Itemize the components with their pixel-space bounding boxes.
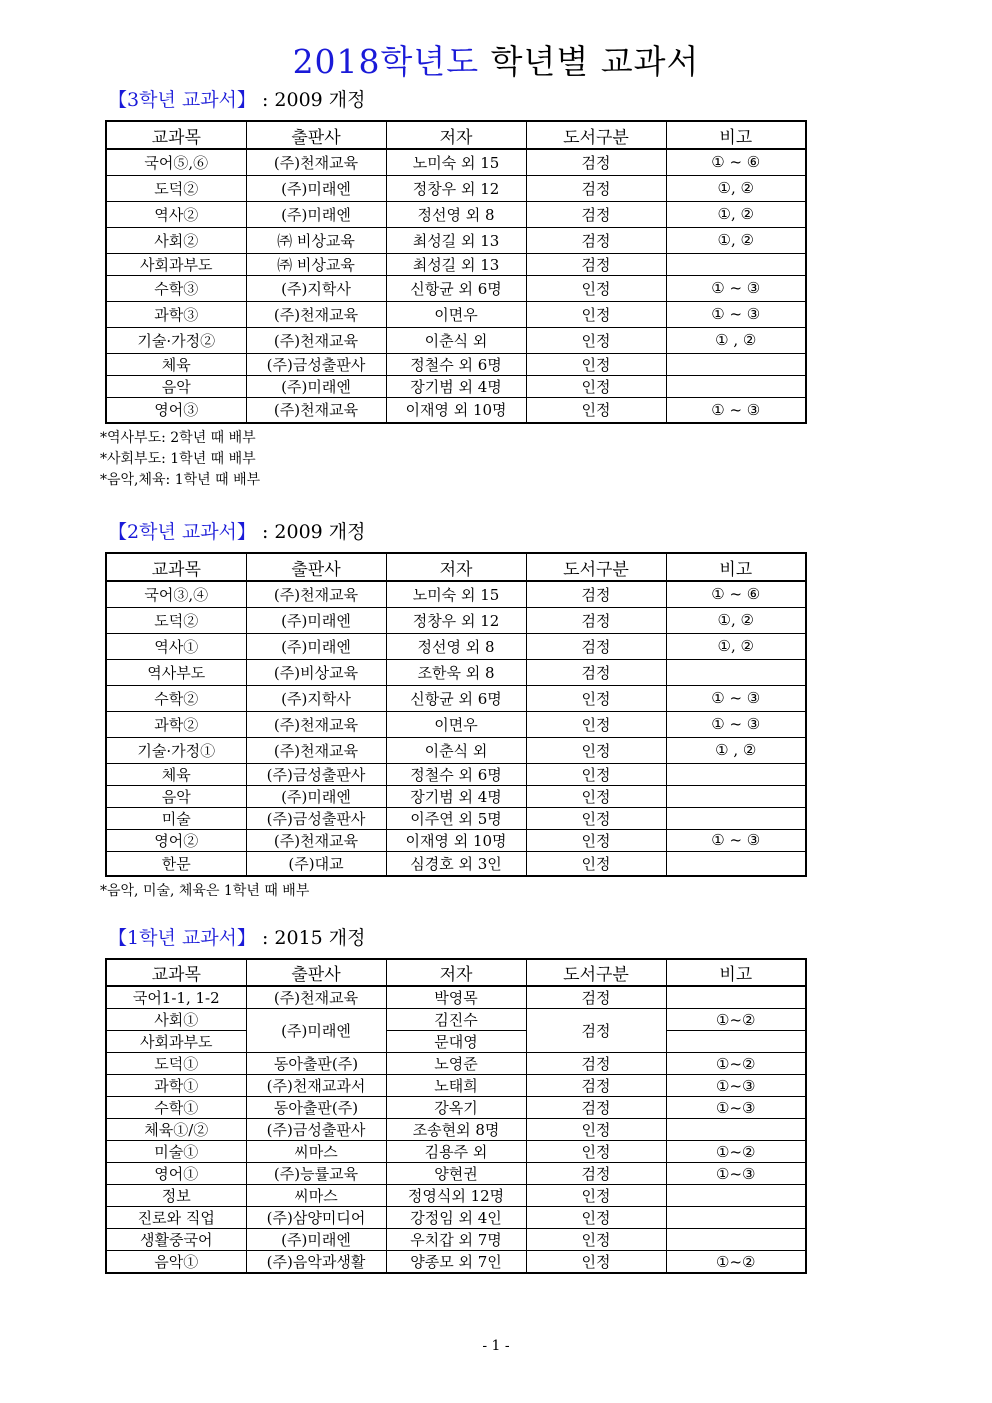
cell-publisher: (주)미래엔 xyxy=(246,633,386,659)
cell-publisher: (주)미래엔 xyxy=(246,375,386,397)
cell-publisher: (주)미래엔 xyxy=(246,607,386,633)
page-title-text: 학년별 교과서 xyxy=(479,42,700,81)
cell-type: 인정 xyxy=(526,375,666,397)
cell-remarks: ①, ② xyxy=(666,201,806,227)
cell-type: 인정 xyxy=(526,711,666,737)
cell-type: 인정 xyxy=(526,327,666,353)
cell-type: 검정 xyxy=(526,986,666,1009)
table-row xyxy=(106,253,806,275)
cell-subject: 음악① xyxy=(106,1251,246,1274)
cell-author: 장기범 외 4명 xyxy=(386,785,526,807)
table-row xyxy=(106,829,806,851)
section-heading-revision: : 2009 개정 xyxy=(255,89,366,111)
section-heading-label: 【3학년 교과서】 xyxy=(108,89,256,111)
cell-publisher: (주)미래엔 xyxy=(246,201,386,227)
cell-author: 조한욱 외 8 xyxy=(386,659,526,685)
table-row xyxy=(106,227,806,253)
cell-type: 인정 xyxy=(526,1229,666,1251)
cell-publisher: 동아출판(주) xyxy=(246,1097,386,1119)
table-row xyxy=(106,1141,806,1163)
cell-type: 인정 xyxy=(526,851,666,876)
table-row xyxy=(106,1009,806,1031)
cell-subject: 사회② xyxy=(106,227,246,253)
table-row xyxy=(106,737,806,763)
cell-type: 인정 xyxy=(526,1185,666,1207)
cell-publisher: ㈜ 비상교육 xyxy=(246,253,386,275)
cell-subject: 사회① xyxy=(106,1009,246,1031)
textbook-table-grade2 xyxy=(105,552,807,877)
cell-publisher: (주)천재교육 xyxy=(246,327,386,353)
table-row xyxy=(106,986,806,1009)
table-row xyxy=(106,1251,806,1274)
cell-type: 검정 xyxy=(526,201,666,227)
cell-type: 인정 xyxy=(526,829,666,851)
column-header-publisher: 출판사 xyxy=(246,553,386,581)
cell-publisher: (주)금성출판사 xyxy=(246,353,386,375)
column-header-author: 저자 xyxy=(386,121,526,149)
cell-subject: 사회과부도 xyxy=(106,253,246,275)
cell-type: 인정 xyxy=(526,301,666,327)
table-row xyxy=(106,807,806,829)
column-header-remarks: 비고 xyxy=(666,553,806,581)
cell-author: 노태희 xyxy=(386,1075,526,1097)
cell-author: 정선영 외 8 xyxy=(386,201,526,227)
column-header-type: 도서구분 xyxy=(526,121,666,149)
cell-publisher: (주)지학사 xyxy=(246,685,386,711)
cell-type: 인정 xyxy=(526,397,666,423)
cell-author: 강정임 외 4인 xyxy=(386,1207,526,1229)
cell-subject: 과학① xyxy=(106,1075,246,1097)
cell-author: 이춘식 외 xyxy=(386,327,526,353)
cell-author: 이재영 외 10명 xyxy=(386,397,526,423)
cell-author: 장기범 외 4명 xyxy=(386,375,526,397)
cell-remarks: ① ~ ③ xyxy=(666,301,806,327)
cell-type: 인정 xyxy=(526,785,666,807)
cell-subject: 역사① xyxy=(106,633,246,659)
cell-subject: 국어③,④ xyxy=(106,581,246,607)
table-row xyxy=(106,763,806,785)
cell-author: 김진수 xyxy=(386,1009,526,1031)
cell-subject: 체육 xyxy=(106,353,246,375)
cell-remarks: ① ~ ③ xyxy=(666,275,806,301)
table-row xyxy=(106,275,806,301)
cell-author: 신항균 외 6명 xyxy=(386,685,526,711)
column-header-author: 저자 xyxy=(386,959,526,986)
cell-type: 인정 xyxy=(526,1207,666,1229)
cell-subject: 한문 xyxy=(106,851,246,876)
table-row xyxy=(106,633,806,659)
cell-remarks xyxy=(666,851,806,876)
cell-subject: 사회과부도 xyxy=(106,1031,246,1053)
cell-type: 인정 xyxy=(526,1141,666,1163)
cell-remarks: ① ~ ⑥ xyxy=(666,149,806,175)
column-header-subject: 교과목 xyxy=(106,959,246,986)
cell-publisher: (주)음악과생활 xyxy=(246,1251,386,1274)
cell-publisher: 씨마스 xyxy=(246,1185,386,1207)
cell-remarks xyxy=(666,375,806,397)
cell-remarks: ①~③ xyxy=(666,1163,806,1185)
table-row xyxy=(106,1097,806,1119)
cell-type: 인정 xyxy=(526,353,666,375)
cell-remarks: ① ~ ③ xyxy=(666,711,806,737)
cell-type: 검정 xyxy=(526,1053,666,1075)
cell-remarks: ① ~ ③ xyxy=(666,397,806,423)
column-header-type: 도서구분 xyxy=(526,959,666,986)
notes-grade2 xyxy=(100,881,309,902)
cell-subject: 영어② xyxy=(106,829,246,851)
cell-remarks: ①~③ xyxy=(666,1097,806,1119)
cell-author: 김용주 외 xyxy=(386,1141,526,1163)
cell-remarks xyxy=(666,253,806,275)
column-header-publisher: 출판사 xyxy=(246,121,386,149)
cell-type: 검정 xyxy=(526,1075,666,1097)
cell-author: 문대영 xyxy=(386,1031,526,1053)
cell-type: 검정 xyxy=(526,581,666,607)
cell-subject: 영어① xyxy=(106,1163,246,1185)
cell-remarks: ①~② xyxy=(666,1009,806,1031)
cell-publisher: (주)천재교육 xyxy=(246,581,386,607)
cell-remarks xyxy=(666,353,806,375)
cell-author: 우치갑 외 7명 xyxy=(386,1229,526,1251)
cell-author: 신항균 외 6명 xyxy=(386,275,526,301)
table-row xyxy=(106,1207,806,1229)
cell-subject: 수학② xyxy=(106,685,246,711)
cell-subject: 국어⑤,⑥ xyxy=(106,149,246,175)
table-row xyxy=(106,607,806,633)
column-header-type: 도서구분 xyxy=(526,553,666,581)
table-row xyxy=(106,175,806,201)
table-row xyxy=(106,201,806,227)
cell-publisher: 동아출판(주) xyxy=(246,1053,386,1075)
column-header-subject: 교과목 xyxy=(106,553,246,581)
cell-subject: 기술·가정② xyxy=(106,327,246,353)
table-row xyxy=(106,1163,806,1185)
table-row xyxy=(106,375,806,397)
cell-publisher: (주)천재교육 xyxy=(246,397,386,423)
cell-subject: 음악 xyxy=(106,785,246,807)
cell-publisher: (주)금성출판사 xyxy=(246,1119,386,1141)
table-row xyxy=(106,353,806,375)
cell-subject: 과학② xyxy=(106,711,246,737)
cell-author: 정철수 외 6명 xyxy=(386,763,526,785)
table-row xyxy=(106,397,806,423)
cell-author: 최성길 외 13 xyxy=(386,227,526,253)
cell-subject: 미술① xyxy=(106,1141,246,1163)
table-row xyxy=(106,1119,806,1141)
cell-remarks: ①~② xyxy=(666,1053,806,1075)
cell-remarks xyxy=(666,785,806,807)
cell-author: 이면우 xyxy=(386,711,526,737)
cell-remarks: ①~② xyxy=(666,1141,806,1163)
cell-remarks xyxy=(666,807,806,829)
cell-remarks xyxy=(666,1207,806,1229)
table-row xyxy=(106,1229,806,1251)
column-header-remarks: 비고 xyxy=(666,959,806,986)
cell-subject: 음악 xyxy=(106,375,246,397)
cell-publisher: (주)비상교육 xyxy=(246,659,386,685)
cell-subject: 도덕① xyxy=(106,1053,246,1075)
cell-remarks: ① , ② xyxy=(666,327,806,353)
table-header-row xyxy=(106,121,806,149)
cell-subject: 영어③ xyxy=(106,397,246,423)
cell-publisher: (주)삼양미디어 xyxy=(246,1207,386,1229)
cell-author: 강옥기 xyxy=(386,1097,526,1119)
cell-type: 검정 xyxy=(526,1097,666,1119)
section-heading-grade1 xyxy=(108,926,366,950)
cell-publisher: (주)미래엔 xyxy=(246,1009,386,1053)
cell-type: 검정 xyxy=(526,227,666,253)
cell-author: 이춘식 외 xyxy=(386,737,526,763)
cell-publisher: (주)천재교육 xyxy=(246,986,386,1009)
note-line: *역사부도: 2학년 때 배부 xyxy=(100,430,256,446)
cell-author: 정창우 외 12 xyxy=(386,175,526,201)
cell-subject: 진로와 직업 xyxy=(106,1207,246,1229)
column-header-author: 저자 xyxy=(386,553,526,581)
cell-type: 검정 xyxy=(526,659,666,685)
column-header-publisher: 출판사 xyxy=(246,959,386,986)
cell-type: 인정 xyxy=(526,275,666,301)
table-row xyxy=(106,851,806,876)
column-header-subject: 교과목 xyxy=(106,121,246,149)
cell-type: 검정 xyxy=(526,175,666,201)
table-header-row xyxy=(106,959,806,986)
table-row xyxy=(106,685,806,711)
cell-publisher: (주)금성출판사 xyxy=(246,807,386,829)
cell-subject: 역사② xyxy=(106,201,246,227)
cell-author: 양현권 xyxy=(386,1163,526,1185)
cell-publisher: 씨마스 xyxy=(246,1141,386,1163)
cell-remarks: ①, ② xyxy=(666,227,806,253)
table-row xyxy=(106,301,806,327)
cell-remarks xyxy=(666,1185,806,1207)
column-header-remarks: 비고 xyxy=(666,121,806,149)
table-row xyxy=(106,711,806,737)
section-heading-label: 【1학년 교과서】 xyxy=(108,927,256,949)
cell-type: 검정 xyxy=(526,607,666,633)
cell-subject: 수학③ xyxy=(106,275,246,301)
cell-type: 검정 xyxy=(526,1009,666,1053)
cell-publisher: (주)능률교육 xyxy=(246,1163,386,1185)
table-row xyxy=(106,1075,806,1097)
cell-subject: 도덕② xyxy=(106,175,246,201)
cell-remarks xyxy=(666,659,806,685)
section-heading-grade2 xyxy=(108,520,366,544)
cell-author: 정영식외 12명 xyxy=(386,1185,526,1207)
cell-publisher: (주)금성출판사 xyxy=(246,763,386,785)
cell-subject: 체육①/② xyxy=(106,1119,246,1141)
cell-type: 검정 xyxy=(526,149,666,175)
table-header-row xyxy=(106,553,806,581)
cell-publisher: (주)지학사 xyxy=(246,275,386,301)
cell-publisher: (주)천재교육 xyxy=(246,737,386,763)
cell-subject: 생활중국어 xyxy=(106,1229,246,1251)
cell-remarks: ①~③ xyxy=(666,1075,806,1097)
cell-publisher: (주)천재교과서 xyxy=(246,1075,386,1097)
cell-remarks: ①, ② xyxy=(666,633,806,659)
table-row xyxy=(106,327,806,353)
cell-author: 이주연 외 5명 xyxy=(386,807,526,829)
table-row xyxy=(106,149,806,175)
cell-author: 노영준 xyxy=(386,1053,526,1075)
cell-subject: 기술·가정① xyxy=(106,737,246,763)
cell-author: 정창우 외 12 xyxy=(386,607,526,633)
section-heading-revision: : 2015 개정 xyxy=(255,927,366,949)
page-title-year: 2018학년도 xyxy=(292,42,480,81)
table-row xyxy=(106,659,806,685)
cell-type: 인정 xyxy=(526,737,666,763)
section-heading-revision: : 2009 개정 xyxy=(255,521,366,543)
cell-type: 검정 xyxy=(526,253,666,275)
cell-author: 이면우 xyxy=(386,301,526,327)
page-title xyxy=(0,42,992,82)
cell-author: 조송현외 8명 xyxy=(386,1119,526,1141)
cell-subject: 도덕② xyxy=(106,607,246,633)
cell-subject: 과학③ xyxy=(106,301,246,327)
cell-publisher: (주)미래엔 xyxy=(246,1229,386,1251)
cell-subject: 체육 xyxy=(106,763,246,785)
cell-subject: 수학① xyxy=(106,1097,246,1119)
cell-remarks xyxy=(666,1031,806,1053)
cell-publisher: ㈜ 비상교육 xyxy=(246,227,386,253)
cell-author: 박영목 xyxy=(386,986,526,1009)
cell-author: 노미숙 외 15 xyxy=(386,581,526,607)
cell-remarks xyxy=(666,986,806,1009)
note-line: *음악,체육: 1학년 때 배부 xyxy=(100,472,261,488)
cell-remarks: ① ~ ⑥ xyxy=(666,581,806,607)
cell-author: 정철수 외 6명 xyxy=(386,353,526,375)
cell-publisher: (주)천재교육 xyxy=(246,149,386,175)
table-row xyxy=(106,1031,806,1053)
page-number: - 1 - xyxy=(482,1338,510,1354)
table-row xyxy=(106,785,806,807)
cell-subject: 정보 xyxy=(106,1185,246,1207)
cell-remarks: ①~② xyxy=(666,1251,806,1274)
note-line: *음악, 미술, 체육은 1학년 때 배부 xyxy=(100,883,310,899)
cell-remarks xyxy=(666,1119,806,1141)
cell-remarks: ① , ② xyxy=(666,737,806,763)
cell-publisher: (주)천재교육 xyxy=(246,711,386,737)
cell-remarks: ①, ② xyxy=(666,607,806,633)
cell-remarks xyxy=(666,1229,806,1251)
cell-author: 양종모 외 7인 xyxy=(386,1251,526,1274)
cell-type: 인정 xyxy=(526,1119,666,1141)
table-row xyxy=(106,1053,806,1075)
table-row xyxy=(106,581,806,607)
note-line: *사회부도: 1학년 때 배부 xyxy=(100,451,256,467)
cell-subject: 국어1-1, 1-2 xyxy=(106,986,246,1009)
cell-author: 심경호 외 3인 xyxy=(386,851,526,876)
cell-type: 인정 xyxy=(526,763,666,785)
cell-author: 정선영 외 8 xyxy=(386,633,526,659)
cell-publisher: (주)천재교육 xyxy=(246,301,386,327)
cell-type: 인정 xyxy=(526,1251,666,1274)
table-row xyxy=(106,1185,806,1207)
cell-publisher: (주)미래엔 xyxy=(246,175,386,201)
cell-subject: 미술 xyxy=(106,807,246,829)
cell-author: 최성길 외 13 xyxy=(386,253,526,275)
cell-author: 이재영 외 10명 xyxy=(386,829,526,851)
cell-subject: 역사부도 xyxy=(106,659,246,685)
section-heading-label: 【2학년 교과서】 xyxy=(108,521,256,543)
cell-type: 검정 xyxy=(526,1163,666,1185)
cell-remarks: ① ~ ③ xyxy=(666,829,806,851)
textbook-table-grade1 xyxy=(105,958,807,1274)
cell-remarks xyxy=(666,763,806,785)
cell-type: 인정 xyxy=(526,685,666,711)
cell-publisher: (주)대교 xyxy=(246,851,386,876)
cell-author: 노미숙 외 15 xyxy=(386,149,526,175)
cell-publisher: (주)천재교육 xyxy=(246,829,386,851)
section-heading-grade3 xyxy=(108,88,366,112)
cell-remarks: ① ~ ③ xyxy=(666,685,806,711)
textbook-table-grade3 xyxy=(105,120,807,424)
cell-type: 인정 xyxy=(526,807,666,829)
cell-remarks: ①, ② xyxy=(666,175,806,201)
notes-grade3 xyxy=(100,428,260,491)
cell-publisher: (주)미래엔 xyxy=(246,785,386,807)
cell-type: 검정 xyxy=(526,633,666,659)
